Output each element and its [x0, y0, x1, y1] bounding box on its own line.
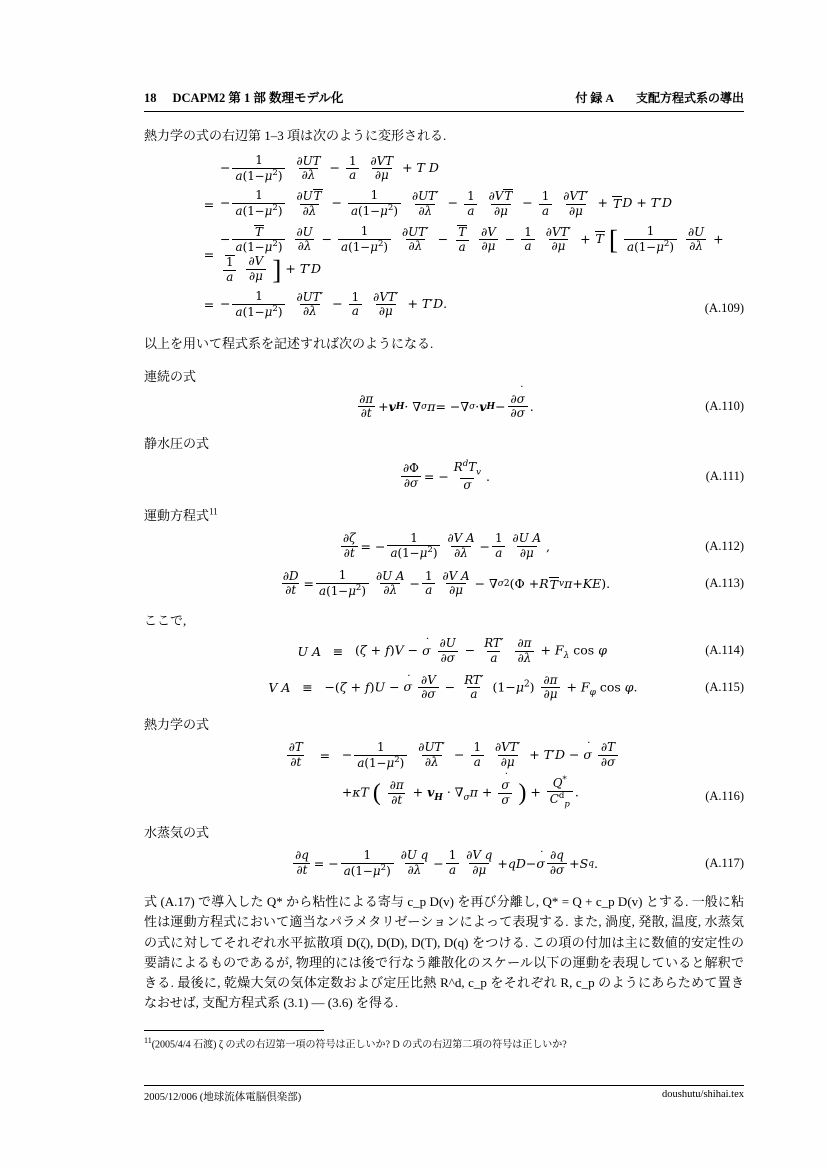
a109-row2-op: =: [203, 196, 215, 212]
running-header-right: [575, 89, 744, 106]
equation-a110: [144, 393, 744, 421]
equation-a112-row: $\frac{\partial\zeta}{\partial t}$ = − $\frac{1}{a(1-\mu^2)}$ $\frac{\text{∂V A}}{\partial\lambda}$ − $\frac{1}{a}$ $\frac{\text{∂U A}}{\partial\mu}$ , (A.112): [144, 532, 744, 561]
equation-a117: [144, 849, 744, 878]
a109-row3-rhs: − $\frac{T}{a(1-\mu^2)}$ $\frac{\partial U}{\partial\lambda}$ − $\frac{1}{a(1-\mu^2)}$ $\frac{\partial UT'}{\partial\lambda}$ − $\frac{T}{a}$ $\frac{\partial V}{\partial\mu}$ − $\frac{1}{a}$ $\frac{\partial VT'}{\partial\mu}$ + T [ $\frac{1}{a(1-\mu^2)}$ $\frac{\partial U}{\partial\lambda}$ + $\frac{1}{a}$ $\frac{\partial V}{\partial\mu}$ ] + T′D: [220, 224, 724, 286]
equation-a111: [144, 460, 744, 493]
equation-a109-aligned: [144, 154, 744, 319]
a114-rhs: (ζ + f)V − ˙ σ $\frac{\partial U}{\partial\sigma}$ − $\frac{RT'}{a}$ $\frac{\partial\pi}{\partial\lambda}$ + $F_\lambda$ cos φ: [355, 637, 607, 665]
a109-row4-op: =: [203, 297, 215, 313]
equation-tag-a111: (A.111): [705, 468, 744, 483]
a116-lhs: $\frac{\partial T}{\partial t}$: [288, 740, 303, 770]
label-momentum: [144, 505, 744, 524]
equation-tag-a116: (A.116): [705, 789, 744, 804]
footnote-rule: [144, 1030, 324, 1031]
label-water-vapor: 水蒸気の式: [144, 825, 210, 841]
equation-tag-a113: (A.113): [705, 576, 744, 591]
a116-op: =: [319, 748, 331, 764]
a109-row1-rhs: − $\frac{1}{a(1-\mu^2)}$ $\frac{\partial UT}{\partial\lambda}$ − $\frac{1}{a}$ $\frac{\partial VT}{\partial\mu}$ + T D: [220, 153, 439, 183]
equation-a111-row: $\frac{\partial\Phi}{\partial\sigma}$ = − $\frac{R^dT_v}{\sigma}$ . (A.111): [144, 460, 744, 493]
equation-a114-aligned: [144, 637, 744, 665]
footer-right: doushutu/shihai.tex: [662, 1089, 744, 1100]
page-content: [144, 88, 744, 1013]
page-footer: [144, 1089, 744, 1104]
equation-tag-a114: (A.114): [705, 643, 744, 658]
label-momentum-footnote-mark: 11: [209, 506, 218, 517]
a115-op: ≡: [302, 680, 313, 696]
footnote-text: (2005/4/4 石渡) ζ の式の右辺第一項の符号は正しいか? D の式の右辺第二項の符号は正しいか?: [151, 1039, 567, 1051]
equation-a117-row: $\frac{\partial q}{\partial t}$ = − $\frac{1}{a(1-\mu^2)}$ $\frac{\text{∂U q}}{\partial\lambda}$ − $\frac{1}{a}$ $\frac{\text{∂V q}}{\partial\mu}$ + qD − ˙ σ $\frac{\partial q}{\partial\sigma}$ + S q . (A.117): [144, 849, 744, 878]
equation-a110-row: $\frac{\partial\pi}{\partial t}$ + v H · ∇ σ π = −∇ σ · v H − $\frac{\partial˙ \sigma}{\partial\sigma}$ . (A.110): [144, 393, 744, 421]
a109-row4-rhs: − $\frac{1}{a(1-\mu^2)}$ $\frac{\partial UT'}{\partial\lambda}$ − $\frac{1}{a}$ $\frac{\partial VT'}{\partial\mu}$ + T′D.: [220, 289, 448, 319]
a114-lhs: U A: [297, 644, 322, 660]
a116-rhs-1: − $\frac{1}{a(1-\mu^2)}$ $\frac{\partial UT'}{\partial\lambda}$ − $\frac{1}{a}$ $\frac{\partial VT'}{\partial\mu}$ + T′D − ˙ σ $\frac{\partial T}{\partial\sigma}$: [342, 741, 620, 770]
footer-left: 2005/12/006 (地球流体電脳倶楽部): [144, 1092, 302, 1103]
equation-a116: [144, 741, 744, 810]
footnote: [144, 1035, 744, 1052]
equation-a109: [144, 154, 744, 319]
equation-tag-a109: (A.109): [704, 300, 744, 315]
equation-a113: [144, 569, 744, 598]
equation-a115: [144, 674, 744, 702]
closing-paragraph: 式 (A.17) で導入した Q* から粘性による寄与 c_p D(v) を再び分離し, Q* = Q + c_p D(v) とする. 一般に粘性は運動方程式において適当なパラメタリゼーションによって表現する. また, 渦度, 発散, 温度, 水蒸気の式に対してそれぞれ水平拡散項 D(ζ), D(D), D(T), D(q) をつける. この項の付加は主に数値的安定性の要請によるものであるが, 物理的には後で行なう離散化のスケール以下の運動を表現していると解釈できる. 最後に, 乾燥大気の気体定数および定圧比熱 R^d, c_p をそれぞれ R, c_p のようにあらためて置きなおせば, 支配方程式系 (3.1) — (3.6) を得る.: [144, 894, 744, 1010]
appendix-title: 支配方程式系の導出: [635, 91, 744, 105]
paragraph-after-a109: 以上を用いて程式系を記述すれば次のようになる.: [144, 335, 434, 351]
label-here: ここで,: [144, 613, 187, 629]
label-hydrostatic: 静水圧の式: [144, 436, 210, 452]
footer-rule: [144, 1085, 744, 1086]
appendix-label: 付 録 A: [575, 91, 614, 105]
equation-tag-a117: (A.117): [705, 856, 744, 871]
equation-a116-aligned: [144, 741, 744, 810]
a109-row2-rhs: − $\frac{1}{a(1-\mu^2)}$ $\frac{\partial UT}{\partial\lambda}$ − $\frac{1}{a(1-\mu^2)}$ $\frac{\partial UT'}{\partial\lambda}$ − $\frac{1}{a}$ $\frac{\partial VT}{\partial\mu}$ − $\frac{1}{a}$ $\frac{\partial VT'}{\partial\mu}$ + TD + T′D: [220, 188, 672, 219]
equation-a113-row: $\frac{\partial D}{\partial t}$ = $\frac{1}{a(1-\mu^2)}$ $\frac{\text{∂U A}}{\partial\lambda}$ − $\frac{1}{a}$ $\frac{\text{∂V A}}{\partial\mu}$ − ∇ σ 2 (Φ + R T v π + KE ). (A.113): [282, 568, 744, 598]
equation-tag-a115: (A.115): [705, 679, 744, 694]
intro-paragraph: 熱力学の式の右辺第 1–3 項は次のように変形される.: [144, 128, 447, 143]
a116-rhs-2: +κT ( $\frac{\partial\pi}{\partial t}$ + $v_H \cdot \nabla_\sigma\pi$ + ˙ $\frac{\sigma}{\sigma}$ ) + $\frac{Q^*}{C^d_p}$ .: [342, 776, 620, 810]
page-number: 18: [144, 91, 157, 105]
label-continuity: 連続の式: [144, 368, 197, 384]
a109-row3-op: =: [203, 247, 215, 262]
running-header-left: [144, 88, 343, 106]
running-header-title: DCAPM2 第 1 部 数理モデル化: [172, 91, 344, 105]
equation-tag-a110: (A.110): [705, 399, 744, 414]
a114-op: ≡: [332, 644, 344, 660]
label-momentum-text: 運動方程式: [144, 507, 210, 523]
a115-lhs: V A: [268, 680, 291, 696]
label-thermodynamics: 熱力学の式: [144, 716, 210, 732]
footnote-mark: 11: [144, 1036, 152, 1045]
equation-a112: [144, 532, 744, 561]
equation-a115-aligned: [144, 674, 744, 702]
running-header: [144, 88, 744, 112]
a115-rhs: −(ζ + f)U − ˙ σ $\frac{\partial V}{\partial\sigma}$ − $\frac{RT'}{a}$ $(1-\mu^2)$ $\frac{\partial\pi}{\partial\mu}$ + $F_\varphi$ cos φ.: [324, 674, 637, 702]
equation-a114: [144, 637, 744, 665]
equation-tag-a112: (A.112): [705, 538, 744, 553]
